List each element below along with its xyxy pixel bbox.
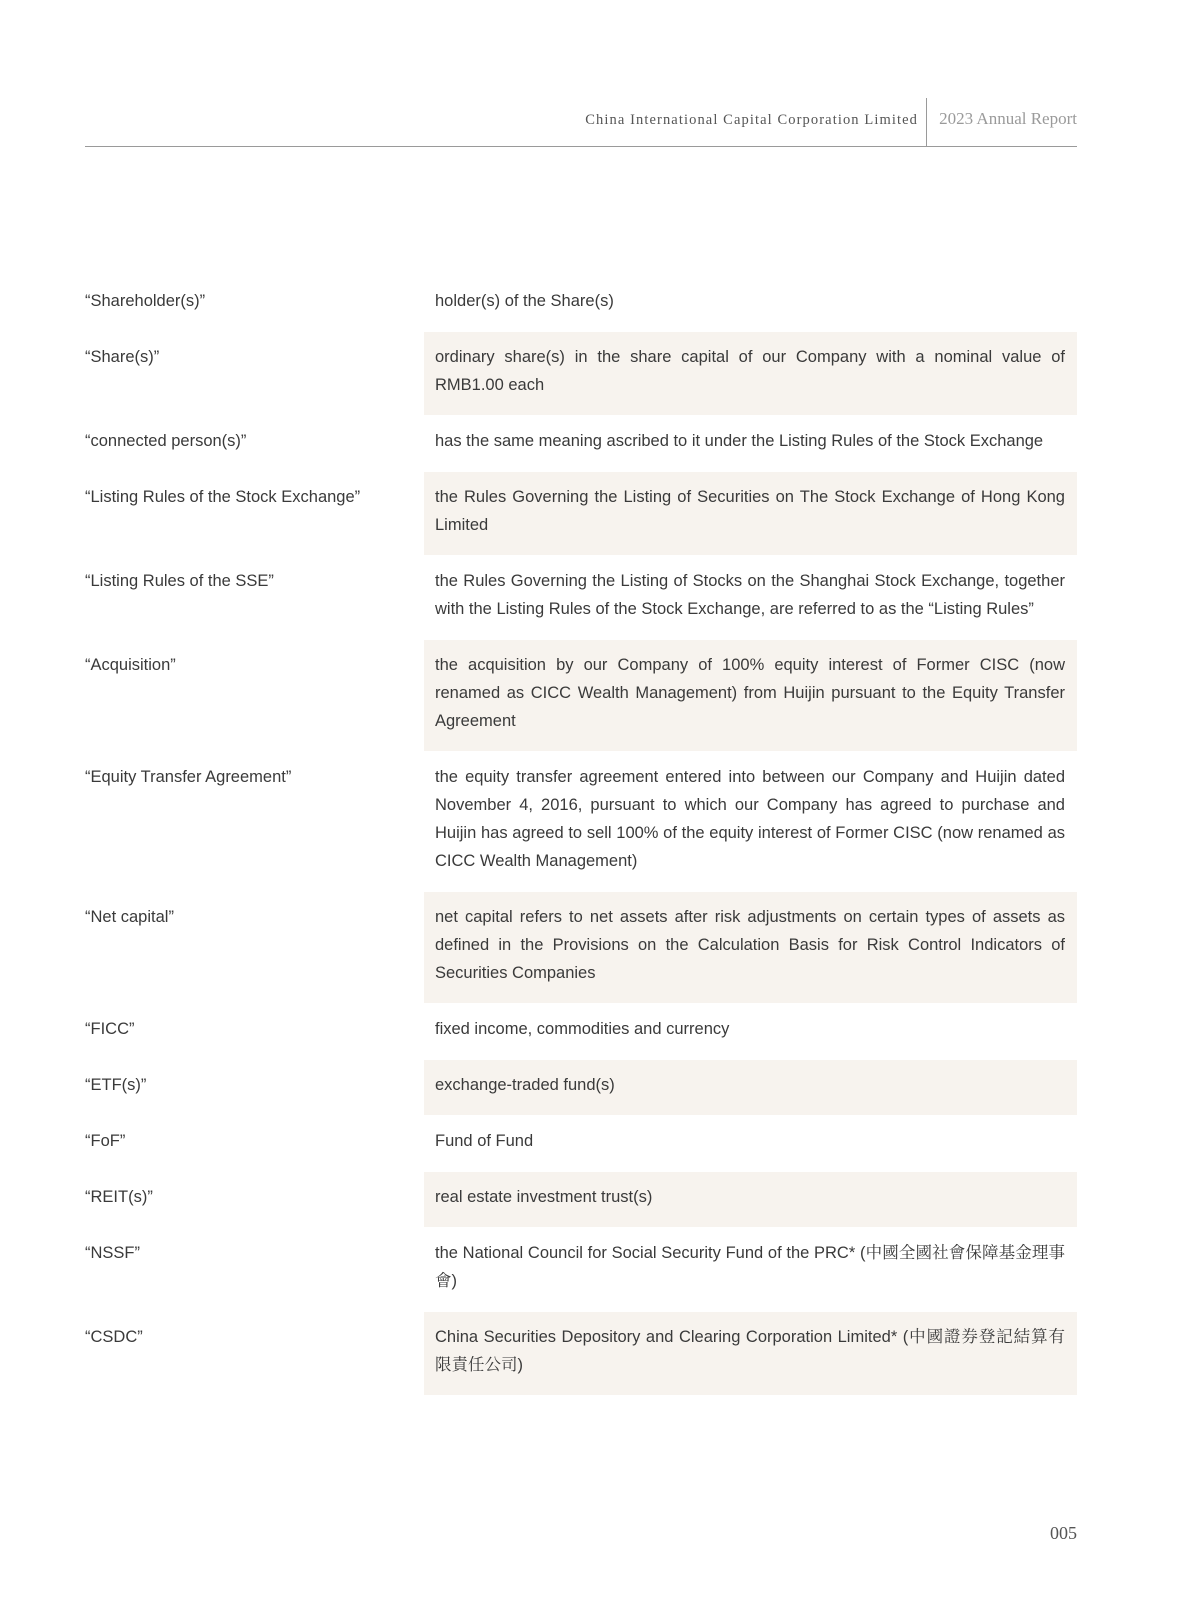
term: “Acquisition” (85, 656, 176, 674)
term: “Share(s)” (85, 348, 160, 366)
definition: ordinary share(s) in the share capital of our Company with a nominal value of RMB1.00 each (435, 348, 1065, 394)
company-name: China International Capital Corporation Limited (585, 112, 918, 128)
definition: exchange-traded fund(s) (435, 1076, 615, 1094)
definition: the equity transfer agreement entered into between our Company and Huijin dated November 4, 2016, pursuant to which our Company has agreed to purchase and Huijin has agreed to sell 100% of the equity interest of Former CISC (now renamed as CICC Wealth Management) (435, 768, 1065, 870)
page-header (85, 98, 1077, 147)
definition: the acquisition by our Company of 100% equity interest of Former CISC (now renamed as CICC Wealth Management) from Huijin pursuant to the Equity Transfer Agreement (435, 656, 1065, 730)
definition: net capital refers to net assets after risk adjustments on certain types of assets as defined in the Provisions on the Calculation Basis for Risk Control Indicators of Securities Companies (435, 908, 1065, 982)
term: “connected person(s)” (85, 432, 247, 450)
definition: has the same meaning ascribed to it under the Listing Rules of the Stock Exchange (435, 432, 1044, 450)
term: “Equity Transfer Agreement” (85, 768, 292, 786)
definition: holder(s) of the Share(s) (435, 292, 614, 310)
term: “REIT(s)” (85, 1188, 153, 1206)
page-number: 005 (1050, 1523, 1077, 1543)
term: “FoF” (85, 1132, 126, 1150)
definition: the Rules Governing the Listing of Securities on The Stock Exchange of Hong Kong Limited (435, 488, 1065, 534)
header-divider (926, 98, 927, 146)
term: “CSDC” (85, 1328, 143, 1346)
definition: the Rules Governing the Listing of Stocks on the Shanghai Stock Exchange, together with the Listing Rules of the Stock Exchange, are referred to as the “Listing Rules” (435, 572, 1065, 618)
term: “Net capital” (85, 908, 174, 926)
term: “Listing Rules of the Stock Exchange” (85, 488, 361, 506)
definition: fixed income, commodities and currency (435, 1020, 730, 1038)
report-title: 2023 Annual Report (939, 109, 1077, 128)
definition: Fund of Fund (435, 1132, 534, 1150)
term: “FICC” (85, 1020, 135, 1038)
definition: the National Council for Social Security Fund of the PRC* (中國全國社會保障基金理事會) (435, 1244, 1065, 1290)
definition: real estate investment trust(s) (435, 1188, 653, 1206)
term: “NSSF” (85, 1244, 140, 1262)
term: “Shareholder(s)” (85, 292, 206, 310)
definition: China Securities Depository and Clearing Corporation Limited* (中國證券登記結算有限責任公司) (435, 1328, 1065, 1374)
term: “Listing Rules of the SSE” (85, 572, 274, 590)
term: “ETF(s)” (85, 1076, 147, 1094)
